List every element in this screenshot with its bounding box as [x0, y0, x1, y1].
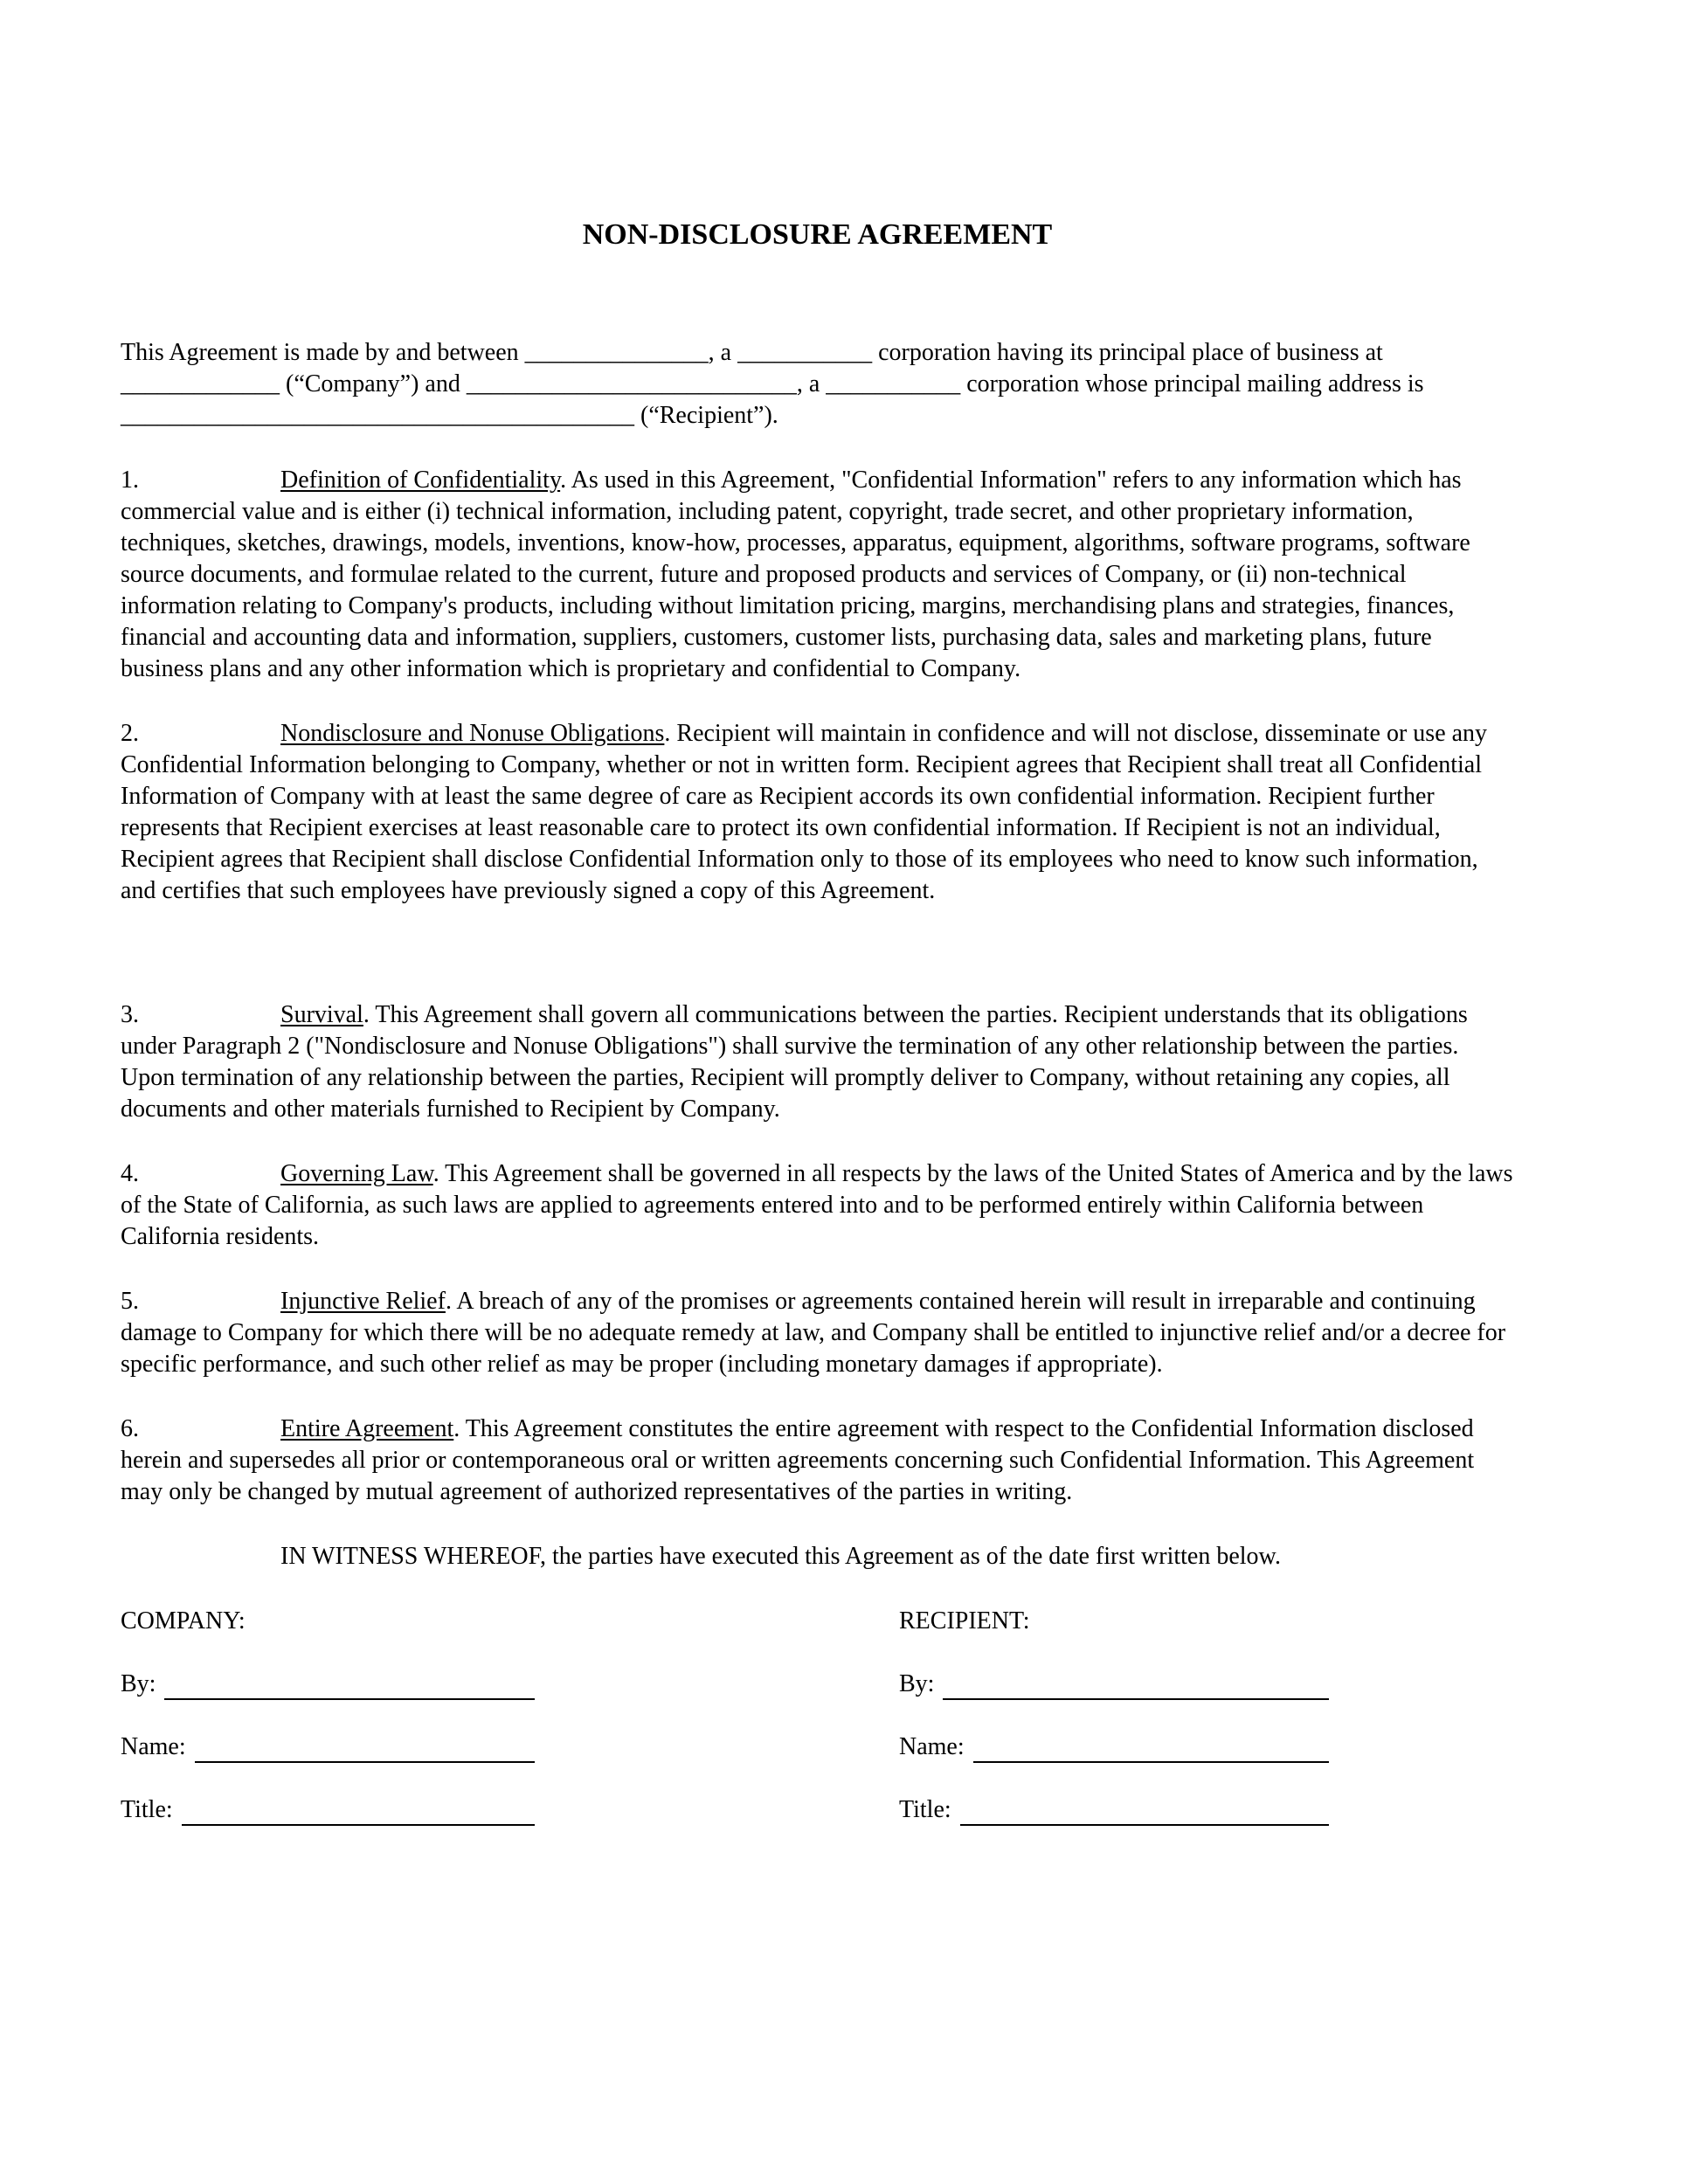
section-1-number: 1.	[121, 467, 139, 494]
company-by-signature-line	[164, 1672, 535, 1700]
section-3	[121, 999, 1514, 1125]
company-by-label: By:	[121, 1670, 156, 1697]
section-6-body: . This Agreement constitutes the entire agreement with respect to the Confidential Information disclosed herein and supersedes all prior or contemporaneous oral or written agreements concerning such Confidential Information. This Agreement may only be changed by mutual agreement of authorized representatives of the parties in writing.	[121, 1415, 1475, 1505]
section-5-heading: Injunctive Relief	[280, 1288, 446, 1315]
section-5-body: . A breach of any of the promises or agreements contained herein will result in irreparable and continuing damage to Company for which there will be no adequate remedy at law, and Company shall be entitled to injunctive relief and/or a decree for specific performance, and such other relief as may be proper (including monetary damages if appropriate).	[121, 1288, 1506, 1378]
recipient-title-row	[899, 1794, 1329, 1826]
section-4-number: 4.	[121, 1160, 139, 1187]
company-name-label: Name:	[121, 1733, 186, 1760]
company-name-row	[121, 1731, 535, 1763]
recipient-header: RECIPIENT:	[899, 1607, 1030, 1635]
recipient-title-line	[960, 1798, 1329, 1826]
section-4-body: . This Agreement shall be governed in all respects by the laws of the United States of America and by the laws of the State of California, as such laws are applied to agreements entered into and to be performed entirely within California between California residents.	[121, 1160, 1513, 1250]
section-3-body: . This Agreement shall govern all communications between the parties. Recipient understands that its obligations under Paragraph 2 ("Nondisclosure and Nonuse Obligations") shall survive the termination of any other relationship between the parties. Upon termination of any relationship between the parties, Recipient will promptly deliver to Company, without retaining any copies, all documents and other materials furnished to Recipient by Company.	[121, 1001, 1468, 1123]
recipient-by-signature-line	[943, 1672, 1329, 1700]
company-by-row	[121, 1669, 535, 1700]
witness-clause: IN WITNESS WHEREOF, the parties have executed this Agreement as of the date first written below.	[280, 1543, 1281, 1570]
section-6-number: 6.	[121, 1415, 139, 1442]
signature-section	[121, 1606, 1514, 1857]
section-1	[121, 465, 1514, 685]
company-name-line	[195, 1735, 535, 1763]
section-6	[121, 1413, 1514, 1508]
section-3-number: 3.	[121, 1001, 139, 1028]
document-title: NON-DISCLOSURE AGREEMENT	[582, 218, 1053, 251]
section-6-heading: Entire Agreement	[280, 1415, 454, 1442]
section-2	[121, 718, 1514, 907]
recipient-name-row	[899, 1731, 1329, 1763]
section-3-heading: Survival	[280, 1001, 363, 1028]
section-1-body: . As used in this Agreement, "Confidential Information" refers to any information which has commercial value and is either (i) technical information, including patent, copyright, trade secret, and other proprietary information, techniques, sketches, drawings, models, inventions, know-how, processes, apparatus, equipment, algorithms, software programs, software source documents, and formulae related to the current, future and proposed products and services of Company, or (ii) non-technical information relating to Company's products, including without limitation pricing, margins, merchandising plans and strategies, finances, financial and accounting data and information, suppliers, customers, customer lists, purchasing data, sales and marketing plans, future business plans and any other information which is proprietary and confidential to Company.	[121, 467, 1470, 682]
section-2-number: 2.	[121, 720, 139, 747]
recipient-title-label: Title:	[899, 1796, 951, 1823]
recipient-by-row	[899, 1669, 1329, 1700]
intro-paragraph: This Agreement is made by and between _______________, a ___________ corporation having its principal place of business at _____________ (“Company”) and ___________________________, a ___________ corporation whose principal mailing address is __________________________________________ (“Recipient”).	[121, 339, 1424, 429]
section-4	[121, 1158, 1514, 1253]
section-5-number: 5.	[121, 1288, 139, 1315]
recipient-signature-block	[899, 1606, 1329, 1857]
section-1-heading: Definition of Confidentiality	[280, 467, 561, 494]
section-2-heading: Nondisclosure and Nonuse Obligations	[280, 720, 665, 747]
section-5	[121, 1286, 1514, 1380]
company-title-line	[182, 1798, 535, 1826]
company-title-label: Title:	[121, 1796, 173, 1823]
recipient-name-line	[973, 1735, 1329, 1763]
company-signature-block	[121, 1606, 535, 1857]
section-4-heading: Governing Law	[280, 1160, 433, 1187]
section-2-body: . Recipient will maintain in confidence and will not disclose, disseminate or use any Confidential Information belonging to Company, whether or not in written form. Recipient agrees that Recipient shall treat all Confidential Information of Company with at least the same degree of care as Recipient accords its own confidential information. Recipient further represents that Recipient exercises at least reasonable care to protect its own confidential information. If Recipient is not an individual, Recipient agrees that Recipient shall disclose Confidential Information only to those of its employees who need to know such information, and certifies that such employees have previously signed a copy of this Agreement.	[121, 720, 1488, 904]
recipient-name-label: Name:	[899, 1733, 965, 1760]
company-header: COMPANY:	[121, 1607, 246, 1635]
recipient-by-label: By:	[899, 1670, 935, 1697]
company-title-row	[121, 1794, 535, 1826]
